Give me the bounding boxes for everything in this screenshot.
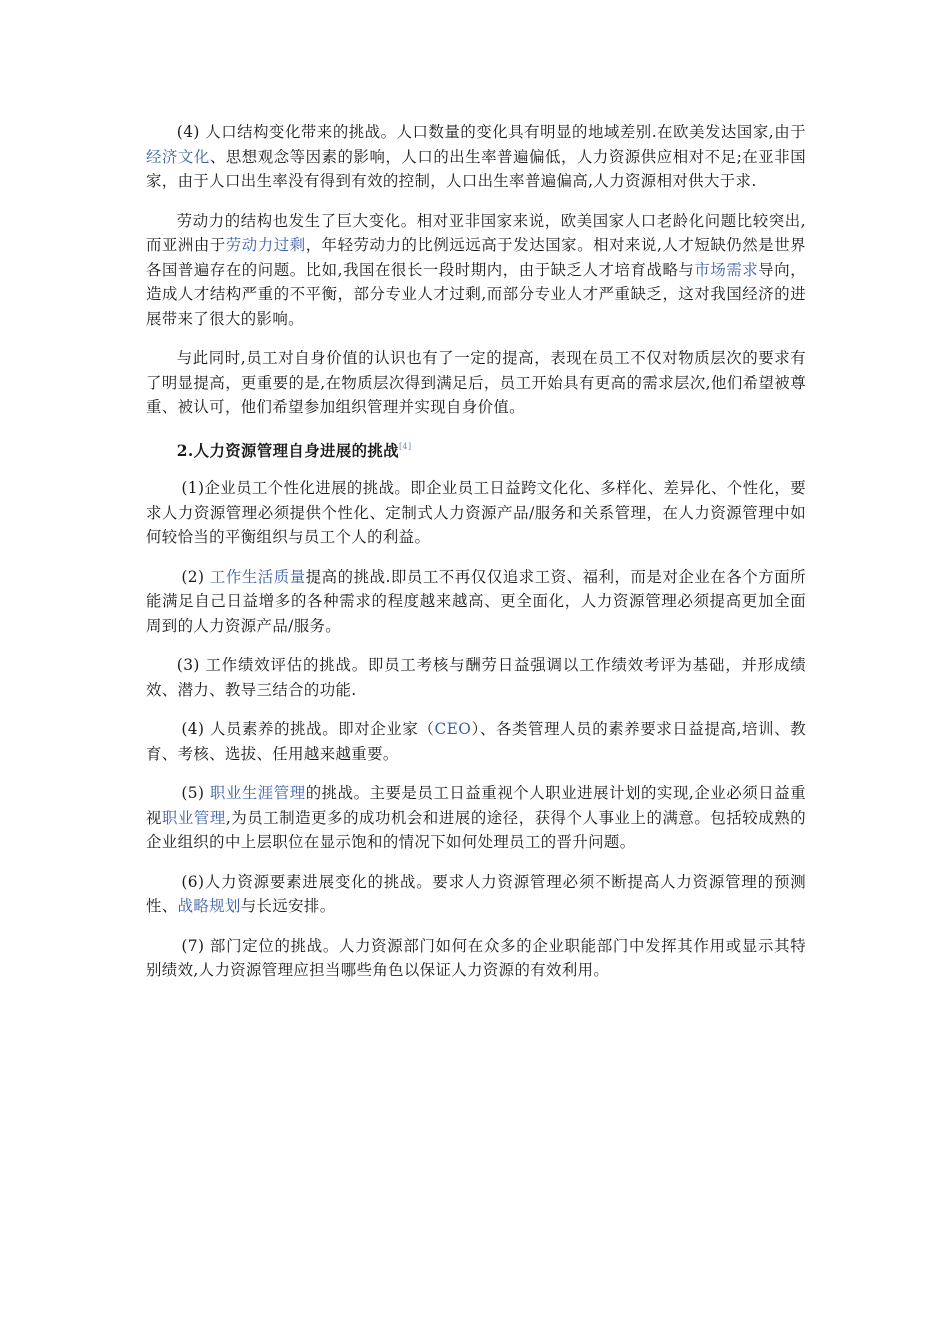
paragraph-text: 与此同时,员工对自身价值的认识也有了一定的提高，表现在员工不仅对物质层次的要求有了明显提高，更重要的是,在物质层次得到满足后，员工开始具有更高的需求层次,他们希望被尊重、被认可，他们希望参加组织管理并实现自身价值。	[146, 349, 806, 416]
paragraph-text: ,为员工制造更多的成功机会和进展的途径，获得个人事业上的满意。包括较成熟的企业组织的中上层职位在显示饱和的情况下如何处理员工的晋升问题。	[146, 808, 806, 851]
paragraph-text: 劳动力的结构也发生了巨大变化。相对亚非国家来说，欧美国家人口老龄化问题比较突出,而亚洲由于	[146, 211, 806, 254]
paragraph-text: 、思想观念等因素的影响，人口的出生率普遍偏低，人力资源供应相对不足;在亚非国家，由于人口出生率没有得到有效的控制，人口出生率普遍偏高,人力资源相对供大于求.	[146, 147, 807, 190]
paragraph-text: (6)人力资源要素进展变化的挑战。要求人力资源管理必须不断提高人力资源管理的预测性、	[146, 872, 806, 915]
paragraph	[146, 717, 806, 766]
paragraph	[146, 346, 806, 420]
paragraph	[146, 934, 806, 983]
paragraph-text: (3) 工作绩效评估的挑战。即员工考核与酬劳日益强调以工作绩效考评为基础，并形成绩效、潜力、教导三结合的功能.	[146, 656, 806, 699]
paragraph	[146, 209, 806, 332]
paragraph	[146, 653, 806, 702]
term-link[interactable]: 劳动力过剩	[225, 236, 306, 254]
paragraphs-b	[146, 476, 806, 983]
paragraph-text: ）、各类管理人员的素养要求日益提高,培训、教育、考核、选拔、任用越来越重要。	[146, 720, 806, 763]
term-link[interactable]: 战略规划	[177, 897, 241, 915]
paragraph	[146, 781, 806, 855]
term-link[interactable]: 市场需求	[694, 260, 759, 279]
term-link[interactable]: 职业生涯管理	[209, 784, 306, 802]
paragraphs-a	[146, 120, 806, 420]
paragraph	[146, 120, 806, 194]
paragraph	[146, 565, 806, 639]
footnote-ref[interactable]: [4]	[398, 441, 412, 451]
paragraph	[146, 476, 806, 550]
paragraph-text: 的挑战。主要是员工日益重视个人职业进展计划的实现,企业必须日益重视	[146, 784, 806, 827]
paragraph	[146, 870, 806, 919]
paragraph-text: 与长远安排。	[240, 897, 336, 915]
paragraph-text: (1)企业员工个性化进展的挑战。即企业员工日益跨文化化、多样化、差异化、个性化，要求人力资源管理必须提供个性化、定制式人力资源产品/服务和关系管理，在人力资源管理中如何较恰当的平衡组织与员工个人的利益。	[146, 479, 806, 546]
paragraph-text: (5)	[181, 784, 210, 802]
document-page	[146, 120, 806, 998]
paragraph-text: ，年轻劳动力的比例远远高于发达国家。相对来说,人才短缺仍然是世界各国普遍存在的问题。比如,我国在很长一段时期内，由于缺乏人才培育战略与	[146, 236, 806, 279]
term-link[interactable]: 职业管理	[161, 808, 226, 827]
paragraph-text: (2)	[181, 567, 210, 586]
section-heading	[146, 435, 806, 464]
heading-text: 2.人力资源管理自身进展的挑战	[176, 441, 399, 460]
paragraph-text: 提高的挑战.即员工不再仅仅追求工资、福利，而是对企业在各个方面所能满足自己日益增多的各种需求的程度越来越高、更全面化，人力资源管理必须提高更加全面周到的人力资源产品/服务。	[146, 567, 806, 635]
paragraph-text: (7) 部门定位的挑战。人力资源部门如何在众多的企业职能部门中发挥其作用或显示其特别绩效,人力资源管理应担当哪些角色以保证人力资源的有效利用。	[146, 936, 806, 979]
paragraph-text: (4) 人口结构变化带来的挑战。人口数量的变化具有明显的地域差别.在欧美发达国家,由于	[176, 123, 806, 141]
term-link[interactable]: 经济文化	[146, 147, 210, 166]
paragraph-text: (4) 人员素养的挑战。即对企业家（	[181, 720, 435, 738]
term-link[interactable]: CEO	[434, 720, 472, 738]
paragraph-text: 导向，造成人才结构严重的不平衡，部分专业人才过剩,而部分专业人才严重缺乏，这对我国经济的进展带来了很大的影响。	[146, 260, 806, 328]
term-link[interactable]: 工作生活质量	[209, 567, 306, 586]
